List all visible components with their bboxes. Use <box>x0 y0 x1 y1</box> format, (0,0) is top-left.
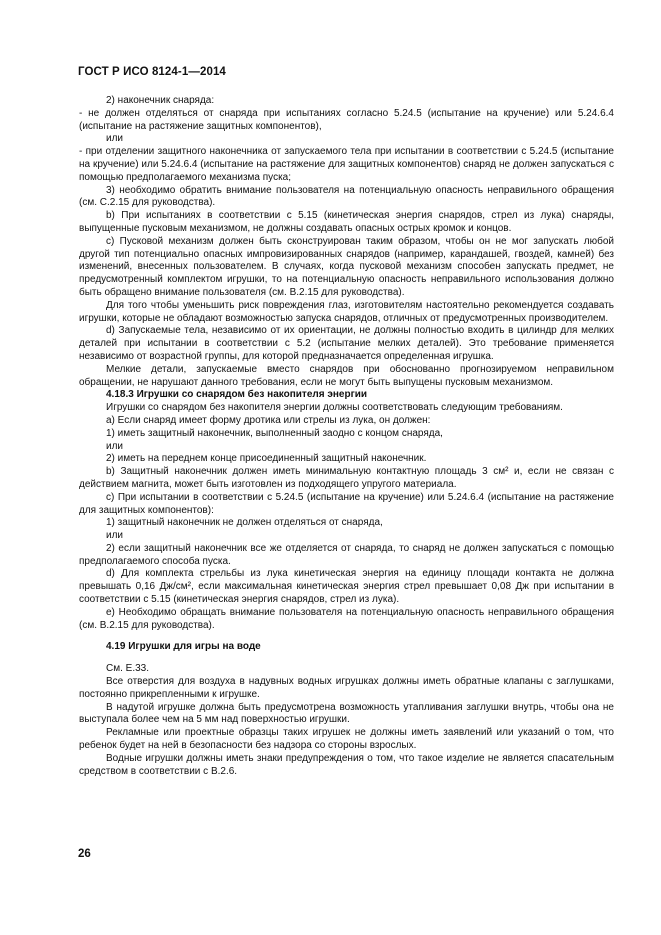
section-heading: 4.19 Игрушки для игры на воде <box>106 641 261 653</box>
paragraph: 2) иметь на переднем конце присоединенный защитный наконечник. <box>106 453 427 465</box>
paragraph: b) При испытаниях в соответствии с 5.15 (кинетическая энергия снарядов, стрел из лука) снаряды, выпущенные пусковым механизмом, не должны создавать опасных острых кромок и концов. <box>79 210 614 234</box>
paragraph: b) Защитный наконечник должен иметь минимальную контактную площадь 3 см² и, если не связан с действием магнита, может быть изготовлен из подходящего упругого материала. <box>79 466 614 490</box>
document-header: ГОСТ Р ИСО 8124-1—2014 <box>78 66 226 78</box>
paragraph: е) Необходимо обращать внимание пользователя на потенциальную опасность неправильного обращения (см. В.2.15 для руководства). <box>79 606 614 631</box>
paragraph: Рекламные или проектные образцы таких игрушек не должны иметь заявлений или указаний о том, что ребенок будет на ней в безопасности без надзора со стороны взрослых. <box>79 727 614 752</box>
paragraph: или <box>106 133 124 145</box>
paragraph: 2) если защитный наконечник все же отделяется от снаряда, то снаряд не должен запускаться с помощью предполагаемого способа пуска. <box>79 542 614 567</box>
paragraph: с) Пусковой механизм должен быть сконструирован таким образом, чтобы он не мог запускать любой другой тип потенциально опасных импровизированных снарядов (например, карандашей, гвоздей, камней) без изменений, внесенных пользователем. В случаях, когда пусковой механизм способен запускать предмет, не предусмотренный комплектом игрушки, то на потенциальную опасность неправильного использования должно быть обращено внимание пользователя (см. В.2.15 для руководства). <box>79 235 614 298</box>
paragraph: Водные игрушки должны иметь знаки предупреждения о том, что такое изделие не является спасательным средством в соответствии с В.2.6. <box>79 752 614 777</box>
paragraph: - не должен отделяться от снаряда при испытаниях согласно 5.24.5 (испытание на кручение) или 5.24.6.4 (испытание на растяжение защитных компонентов), <box>79 107 614 132</box>
paragraph: В надутой игрушке должна быть предусмотрена возможность утапливания заглушки внутрь, чтобы она не выступала более чем на 5 мм над поверхностью игрушки. <box>79 701 614 726</box>
paragraph: d) Для комплекта стрельбы из лука кинетическая энергия на единицу площади контакта не должна превышать 0,16 Дж/см², если максимальная кинетическая энергия стрел превышает 0,08 Дж при испытании в соответствии с 5.15 (кинетическая энергия снарядов, стрел из лука). <box>79 568 614 606</box>
document-body <box>79 95 614 778</box>
paragraph: или <box>106 440 124 452</box>
section-heading: 4.18.3 Игрушки со снарядом без накопителя энергии <box>106 389 368 401</box>
paragraph: Игрушки со снарядом без накопителя энергии должны соответствовать следующим требованиям. <box>106 402 563 414</box>
paragraph: Для того чтобы уменьшить риск повреждения глаз, изготовителям настоятельно рекомендуется создавать игрушки, которые не обладают возможностью запуска снарядов, отличных от предусмотренных производителем. <box>79 299 614 324</box>
paragraph: или <box>106 530 124 542</box>
paragraph: а) Если снаряд имеет форму дротика или стрелы из лука, он должен: <box>106 414 431 426</box>
paragraph: 1) иметь защитный наконечник, выполненный заодно с концом снаряда, <box>106 427 443 439</box>
page-number: 26 <box>78 848 91 860</box>
paragraph: с) При испытании в соответствии с 5.24.5 (испытание на кручение) или 5.24.6.4 (испытание на растяжение для защитных компонентов): <box>79 491 614 516</box>
paragraph: Мелкие детали, запускаемые вместо снарядов при обоснованно прогнозируемом неправильном обращении, не нарушают данного требования, если не могут быть выпущены пусковым механизмом. <box>79 363 614 388</box>
paragraph: - при отделении защитного наконечника от запускаемого тела при испытании в соответствии с 5.24.5 (испытание на кручение) или 5.24.6.4 (испытание на растяжение для защитных компонентов) снаряд не должен запускаться с помощью предполагаемого механизма пуска; <box>79 146 614 183</box>
paragraph: 2) наконечник снаряда: <box>106 95 215 106</box>
paragraph: 3) необходимо обратить внимание пользователя на потенциальную опасность неправильного обращения (см. С.2.15 для руководства). <box>79 184 614 209</box>
paragraph: d) Запускаемые тела, независимо от их ориентации, не должны полностью входить в цилиндр для мелких деталей при испытании в соответствии с 5.2 (испытание мелких деталей). Это требование применяется независимо от возрастной группы, для которой предназначается определенная игрушка. <box>79 325 614 362</box>
paragraph: См. Е.33. <box>106 663 150 675</box>
paragraph: Все отверстия для воздуха в надувных водных игрушках должны иметь обратные клапаны с заглушками, постоянно прикрепленными к игрушке. <box>79 676 614 700</box>
paragraph: 1) защитный наконечник не должен отделяться от снаряда, <box>106 517 383 529</box>
